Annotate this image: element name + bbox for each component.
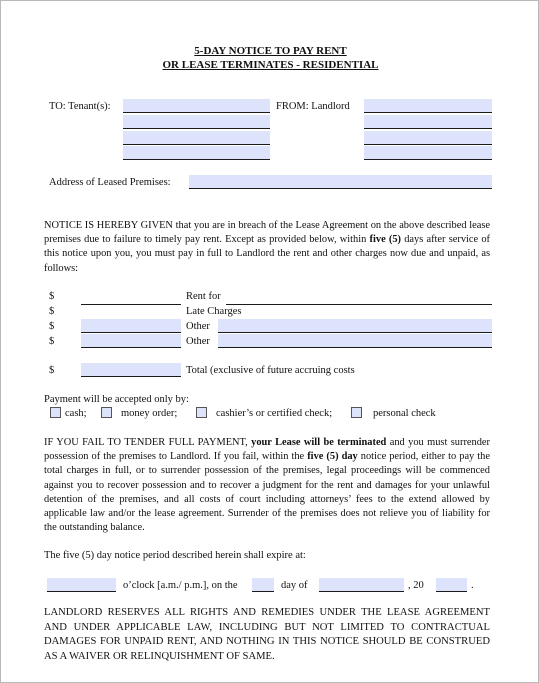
charge-label-other-2: Other bbox=[186, 336, 210, 347]
currency-symbol-total: $ bbox=[49, 365, 55, 376]
cashiers-check-label: cashier’s or certified check; bbox=[216, 408, 333, 419]
form-title-line-2: OR LEASE TERMINATES - RESIDENTIAL bbox=[162, 59, 379, 71]
currency-symbol-2: $ bbox=[49, 306, 55, 317]
tenant-name-field-2[interactable] bbox=[123, 115, 270, 129]
notice-paragraph bbox=[44, 219, 490, 276]
currency-symbol-1: $ bbox=[49, 291, 55, 302]
expiry-year-field[interactable] bbox=[436, 578, 467, 592]
notice-text-part-1: NOTICE IS HEREBY GIVEN that you are in breach of the Lease Agreement on the above described lease premises due to failure to timely pay rent. Except as provided below, within bbox=[44, 220, 490, 246]
reservation-paragraph: LANDLORD RESERVES ALL RIGHTS AND REMEDIES UNDER THE LEASE AGREEMENT AND UNDER APPLICABLE LAW, INCLUDING BUT NOT LIMITED TO CONTRACTUAL DAMAGES FOR UNPAID RENT, AND NOTHING IN THIS NOTICE SHOULD BE CONSTRUED AS A WAIVER OR RELINQUISHMENT OF SAME. bbox=[44, 607, 490, 662]
other-desc-field-1[interactable] bbox=[218, 319, 492, 333]
oclock-label: o’clock [a.m./ p.m.], on the bbox=[123, 580, 238, 591]
currency-symbol-3: $ bbox=[49, 321, 55, 332]
charge-label-other-1: Other bbox=[186, 321, 210, 332]
notice-text-bold: five (5) bbox=[369, 234, 402, 246]
tenant-name-field-1[interactable] bbox=[123, 99, 270, 113]
warning-bold-terminated: your Lease will be terminated bbox=[247, 437, 387, 448]
landlord-name-field-3[interactable] bbox=[364, 131, 492, 145]
cash-checkbox[interactable] bbox=[50, 407, 61, 418]
total-label: Total (exclusive of future accruing costs bbox=[186, 365, 355, 376]
premises-label: Address of Leased Premises: bbox=[49, 177, 171, 188]
rent-desc-line[interactable] bbox=[226, 304, 492, 305]
tenant-name-field-3[interactable] bbox=[123, 131, 270, 145]
landlord-name-field-1[interactable] bbox=[364, 99, 492, 113]
warning-text-2: notice period, either to pay the total charges in full, or to surrender possession of the premises, legal proceedings will be commenced against you to recover possession and to recover a judgment for the rent and damages for your unlawful detention of the premises, and all costs of court including attorneys’ fees to the extend allowed by applicable law and/or the lease agreement. Surrender of the premises does not relieve you of liability for the outstanding balance. bbox=[44, 451, 490, 534]
warning-paragraph bbox=[44, 436, 490, 535]
year-prefix-label: , 20 bbox=[408, 580, 424, 591]
expiry-month-field[interactable] bbox=[319, 578, 404, 592]
personal-check-checkbox[interactable] bbox=[351, 407, 362, 418]
day-of-label: day of bbox=[281, 580, 308, 591]
other-amount-field-2[interactable] bbox=[81, 334, 181, 348]
from-landlord-label: FROM: Landlord bbox=[276, 101, 350, 112]
to-tenant-label: TO: Tenant(s): bbox=[49, 101, 111, 112]
notice-text-part-2: days after service of this notice upon you, you must pay in full to Landlord the rent and other charges now due and unpaid, as follows: bbox=[44, 234, 490, 274]
expiry-day-field[interactable] bbox=[252, 578, 274, 592]
form-title-line-1: 5-DAY NOTICE TO PAY RENT bbox=[194, 45, 347, 57]
tenant-name-field-4[interactable] bbox=[123, 146, 270, 160]
period-label: . bbox=[471, 580, 474, 591]
cashiers-check-checkbox[interactable] bbox=[196, 407, 207, 418]
money-order-checkbox[interactable] bbox=[101, 407, 112, 418]
total-amount-field[interactable] bbox=[81, 363, 181, 377]
premises-address-field[interactable] bbox=[189, 175, 492, 189]
money-order-label: money order; bbox=[121, 408, 178, 419]
other-desc-field-2[interactable] bbox=[218, 334, 492, 348]
landlord-name-field-4[interactable] bbox=[364, 146, 492, 160]
other-amount-field-1[interactable] bbox=[81, 319, 181, 333]
payment-intro: Payment will be accepted only by: bbox=[44, 394, 189, 405]
charge-label-rent: Rent for bbox=[186, 291, 221, 302]
rent-amount-line[interactable] bbox=[81, 304, 181, 305]
warning-bold-five-day: five (5) day bbox=[307, 451, 358, 463]
personal-check-label: personal check bbox=[373, 408, 436, 419]
warning-lead: IF YOU FAIL TO TENDER FULL PAYMENT, bbox=[44, 437, 248, 448]
cash-label: cash; bbox=[65, 408, 87, 419]
landlord-name-field-2[interactable] bbox=[364, 115, 492, 129]
charge-label-late: Late Charges bbox=[186, 306, 242, 317]
expiry-time-field[interactable] bbox=[47, 578, 116, 592]
warning-text-1: and you must surrender possession of the premises to Landlord. If you fail, within the bbox=[44, 437, 490, 463]
expiry-text: The five (5) day notice period described herein shall expire at: bbox=[44, 550, 306, 561]
currency-symbol-4: $ bbox=[49, 336, 55, 347]
